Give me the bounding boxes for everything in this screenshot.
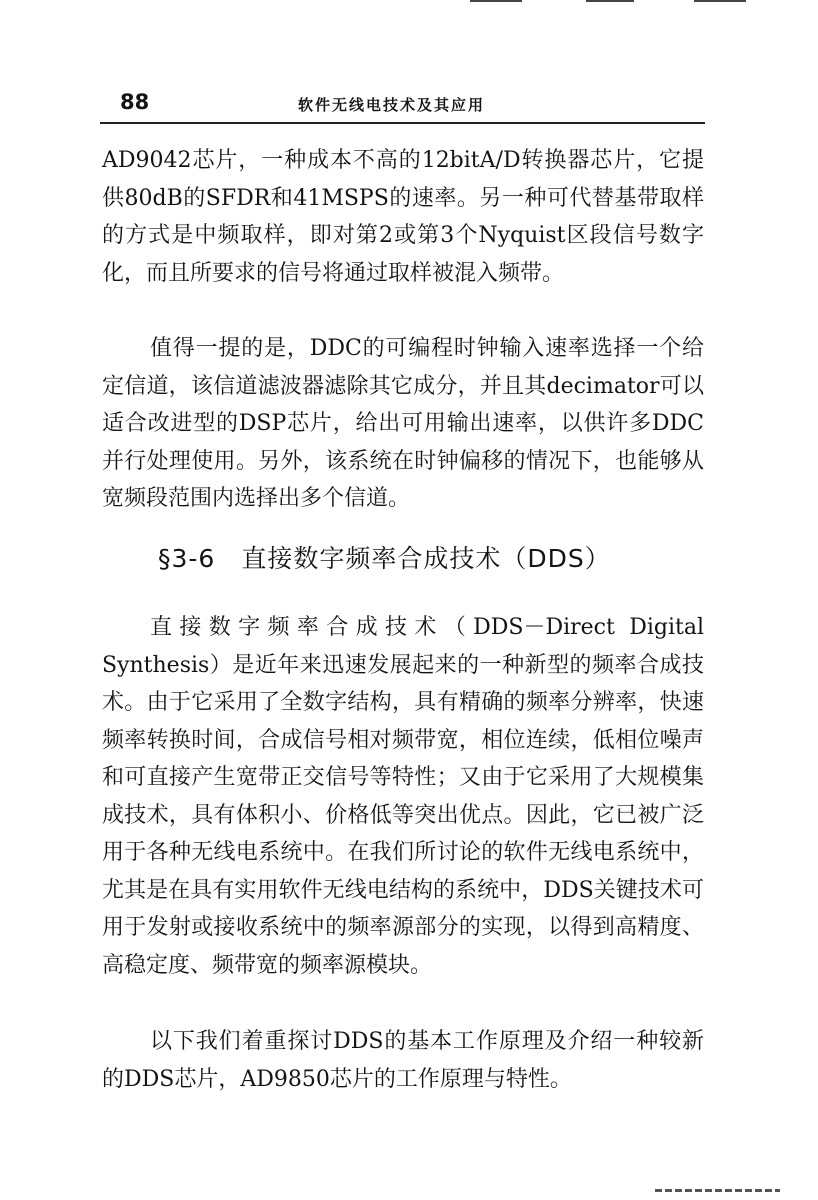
paragraph-dds-outline: 以下我们着重探讨DDS的基本工作原理及介绍一种较新的DDS芯片，AD9850芯片的工作原理与特性。 (102, 1029, 704, 1092)
running-title: 软件无线电技术及其应用 (298, 96, 486, 114)
scan-edge-mark (694, 0, 746, 2)
page-number: 88 (120, 90, 150, 114)
header-rule (100, 122, 705, 124)
paragraph-dds-intro: 直接数字频率合成技术（DDS－Direct Digital Synthesis）是近年来迅速发展起来的一种新型的频率合成技术。由于它采用了全数字结构，具有精确的频率分辨率，快速频率转换时间，合成信号相对频带宽，相位连续，低相位噪声和可直接产生宽带正交信号等特性；又由于它采用了大规模集成技术，具有体积小、价格低等突出优点。因此，它已被广泛用于各种无线电系统中。在我们所讨论的软件无线电系统中，尤其是在具有实用软件无线电结构的系统中，DDS关键技术可用于发射或接收系统中的频率源部分的实现，以得到高精度、高稳定度、频带宽的频率源模块。 (102, 615, 704, 978)
paragraph-ddc: 值得一提的是，DDC的可编程时钟输入速率选择一个给定信道，该信道滤波器滤除其它成分，并且其decimator可以适合改进型的DSP芯片，给出可用输出速率，以供许多DDC并行处理使用。另外，该系统在时钟偏移的情况下，也能够从宽频段范围内选择出多个信道。 (102, 336, 704, 511)
page-header (100, 88, 705, 124)
scan-edge-mark (470, 0, 522, 2)
scan-bottom-mark (655, 1189, 780, 1192)
scan-edge-mark (586, 0, 634, 2)
paragraph-adc-continuation: AD9042芯片，一种成本不高的12bitA/D转换器芯片，它提供80dB的SFDR和41MSPS的速率。另一种可代替基带取样的方式是中频取样，即对第2或第3个Nyquist区段信号数字化，而且所要求的信号将通过取样被混入频带。 (102, 148, 704, 286)
section-title: 直接数字频率合成技术（DDS） (241, 544, 611, 573)
section-heading (158, 539, 718, 575)
section-number: §3-6 (158, 544, 216, 573)
